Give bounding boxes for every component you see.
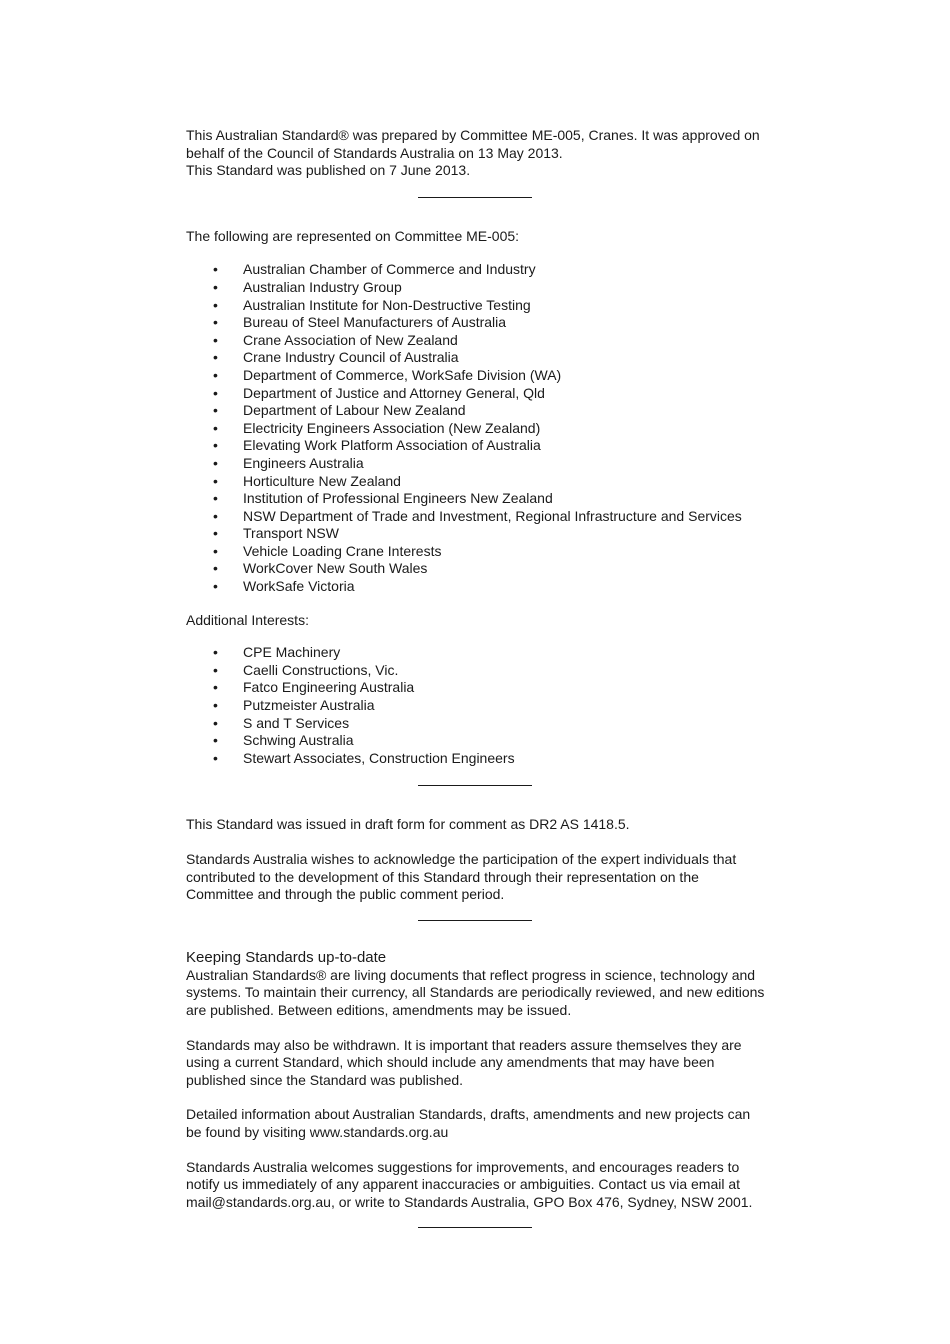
paragraph-line bbox=[186, 1124, 776, 1142]
bullet-icon: • bbox=[213, 714, 218, 731]
bullet-icon: • bbox=[213, 402, 218, 419]
paragraph-line: Detailed information about Australian Standards, drafts, amendments and new projects can bbox=[186, 1106, 751, 1123]
approval-statement bbox=[186, 127, 776, 180]
bullet-icon: • bbox=[213, 419, 218, 436]
bullet-icon: • bbox=[213, 349, 218, 366]
list-item bbox=[186, 297, 776, 315]
paragraph-line: published since the Standard was published. bbox=[186, 1071, 464, 1088]
document-page bbox=[186, 127, 776, 1228]
list-item-label: Horticulture New Zealand bbox=[243, 472, 401, 489]
paragraph-text: , or write to Standards Australia, GPO Box 476, Sydney, NSW 2001. bbox=[330, 1193, 753, 1210]
bullet-icon: • bbox=[213, 278, 218, 295]
acknowledgement-paragraph bbox=[186, 851, 776, 904]
list-item-label: Department of Commerce, WorkSafe Division (WA) bbox=[243, 366, 562, 383]
list-item-label: Institution of Professional Engineers New Zealand bbox=[243, 490, 553, 507]
bullet-icon: • bbox=[213, 490, 218, 507]
list-item-label: Fatco Engineering Australia bbox=[243, 679, 415, 696]
list-item-label: S and T Services bbox=[243, 714, 350, 731]
detailed-info-paragraph bbox=[186, 1106, 776, 1141]
acknowledgement-line: Standards Australia wishes to acknowledge the participation of the expert individuals that bbox=[186, 851, 737, 867]
list-item-label: WorkSafe Victoria bbox=[243, 578, 355, 595]
bullet-icon: • bbox=[213, 525, 218, 542]
bullet-icon: • bbox=[213, 331, 218, 348]
list-item bbox=[186, 332, 776, 350]
list-item bbox=[186, 732, 776, 750]
bullet-icon: • bbox=[213, 454, 218, 471]
withdrawn-paragraph bbox=[186, 1037, 776, 1090]
contact-email-link[interactable]: mail@standards.org.au bbox=[186, 1193, 331, 1210]
list-item bbox=[186, 385, 776, 403]
list-item bbox=[186, 560, 776, 578]
list-item-label: Bureau of Steel Manufacturers of Australia bbox=[243, 314, 507, 331]
list-item bbox=[186, 420, 776, 438]
list-item bbox=[186, 455, 776, 473]
bullet-icon: • bbox=[213, 314, 218, 331]
list-item bbox=[186, 508, 776, 526]
list-item bbox=[186, 437, 776, 455]
list-item-label: Stewart Associates, Construction Engineers bbox=[243, 749, 515, 766]
list-item-label: Transport NSW bbox=[243, 525, 339, 542]
keeping-up-to-date-heading: Keeping Standards up-to-date bbox=[186, 948, 387, 966]
bullet-icon: • bbox=[213, 261, 218, 278]
bullet-icon: • bbox=[213, 679, 218, 696]
list-item bbox=[186, 279, 776, 297]
bullet-icon: • bbox=[213, 472, 218, 489]
paragraph-line: notify us immediately of any apparent inaccuracies or ambiguities. Contact us via email at bbox=[186, 1176, 741, 1193]
list-item bbox=[186, 543, 776, 561]
approval-line-2: behalf of the Council of Standards Australia on 13 May 2013. bbox=[186, 144, 563, 161]
bullet-icon: • bbox=[213, 697, 218, 714]
paragraph-line: using a current Standard, which should include any amendments that may have been bbox=[186, 1054, 715, 1071]
bullet-icon: • bbox=[213, 437, 218, 454]
bullet-icon: • bbox=[213, 661, 218, 678]
list-item bbox=[186, 349, 776, 367]
bullet-icon: • bbox=[213, 749, 218, 766]
list-item-label: Crane Association of New Zealand bbox=[243, 331, 458, 348]
list-item bbox=[186, 644, 776, 662]
bullet-icon: • bbox=[213, 732, 218, 749]
list-item-label: Engineers Australia bbox=[243, 454, 364, 471]
committee-member-list bbox=[186, 261, 776, 595]
list-item-label: Department of Labour New Zealand bbox=[243, 402, 466, 419]
paragraph-line: are published. Between editions, amendments may be issued. bbox=[186, 1001, 572, 1018]
living-documents-paragraph bbox=[186, 967, 776, 1020]
bullet-icon: • bbox=[213, 578, 218, 595]
bullet-icon: • bbox=[213, 507, 218, 524]
list-item-label: Australian Institute for Non-Destructive Testing bbox=[243, 296, 531, 313]
bullet-icon: • bbox=[213, 542, 218, 559]
draft-statement: This Standard was issued in draft form for comment as DR2 AS 1418.5. bbox=[186, 816, 630, 833]
list-item bbox=[186, 578, 776, 596]
approval-line-1: This Australian Standard® was prepared by Committee ME-005, Cranes. It was approved on bbox=[186, 127, 760, 143]
list-item bbox=[186, 750, 776, 768]
bullet-icon: • bbox=[213, 296, 218, 313]
acknowledgement-line: Committee and through the public comment period. bbox=[186, 886, 505, 903]
list-item-label: Elevating Work Platform Association of Australia bbox=[243, 437, 541, 454]
list-item bbox=[186, 715, 776, 733]
list-item-label: Australian Chamber of Commerce and Industry bbox=[243, 261, 536, 278]
additional-interests-heading: Additional Interests: bbox=[186, 611, 309, 628]
suggestions-paragraph bbox=[186, 1159, 776, 1212]
list-item-label: Putzmeister Australia bbox=[243, 697, 375, 714]
paragraph-text: be found by visiting bbox=[186, 1123, 310, 1140]
list-item bbox=[186, 697, 776, 715]
list-item bbox=[186, 402, 776, 420]
list-item-label: Electricity Engineers Association (New Zealand) bbox=[243, 419, 541, 436]
list-item-label: Crane Industry Council of Australia bbox=[243, 349, 459, 366]
list-item-label: Vehicle Loading Crane Interests bbox=[243, 542, 442, 559]
bullet-icon: • bbox=[213, 560, 218, 577]
list-item bbox=[186, 662, 776, 680]
list-item-label: Schwing Australia bbox=[243, 732, 354, 749]
bullet-icon: • bbox=[213, 384, 218, 401]
paragraph-line: systems. To maintain their currency, all Standards are periodically reviewed, and new editions bbox=[186, 984, 765, 1001]
list-item bbox=[186, 367, 776, 385]
section-divider bbox=[418, 1227, 532, 1228]
list-item-label: Australian Industry Group bbox=[243, 278, 402, 295]
list-item bbox=[186, 261, 776, 279]
list-item bbox=[186, 473, 776, 491]
list-item bbox=[186, 314, 776, 332]
list-item bbox=[186, 679, 776, 697]
bullet-icon: • bbox=[213, 366, 218, 383]
list-item-label: Caelli Constructions, Vic. bbox=[243, 661, 399, 678]
paragraph-line bbox=[186, 1194, 776, 1212]
committee-intro: The following are represented on Committee ME-005: bbox=[186, 227, 520, 244]
list-item bbox=[186, 490, 776, 508]
paragraph-line: Standards Australia welcomes suggestions for improvements, and encourages readers to bbox=[186, 1158, 740, 1175]
publication-line: This Standard was published on 7 June 2013. bbox=[186, 162, 471, 179]
standards-website-link[interactable]: www.standards.org.au bbox=[309, 1123, 449, 1140]
list-item-label: WorkCover New South Wales bbox=[243, 560, 428, 577]
additional-interests-list bbox=[186, 644, 776, 767]
list-item bbox=[186, 525, 776, 543]
list-item-label: CPE Machinery bbox=[243, 644, 341, 661]
list-item-label: Department of Justice and Attorney General, Qld bbox=[243, 384, 545, 401]
paragraph-line: Australian Standards® are living documents that reflect progress in science, technology and bbox=[186, 966, 756, 983]
list-item-label: NSW Department of Trade and Investment, Regional Infrastructure and Services bbox=[243, 507, 742, 524]
acknowledgement-line: contributed to the development of this Standard through their representation on the bbox=[186, 868, 699, 885]
paragraph-line: Standards may also be withdrawn. It is important that readers assure themselves they are bbox=[186, 1036, 742, 1053]
bullet-icon: • bbox=[213, 644, 218, 661]
